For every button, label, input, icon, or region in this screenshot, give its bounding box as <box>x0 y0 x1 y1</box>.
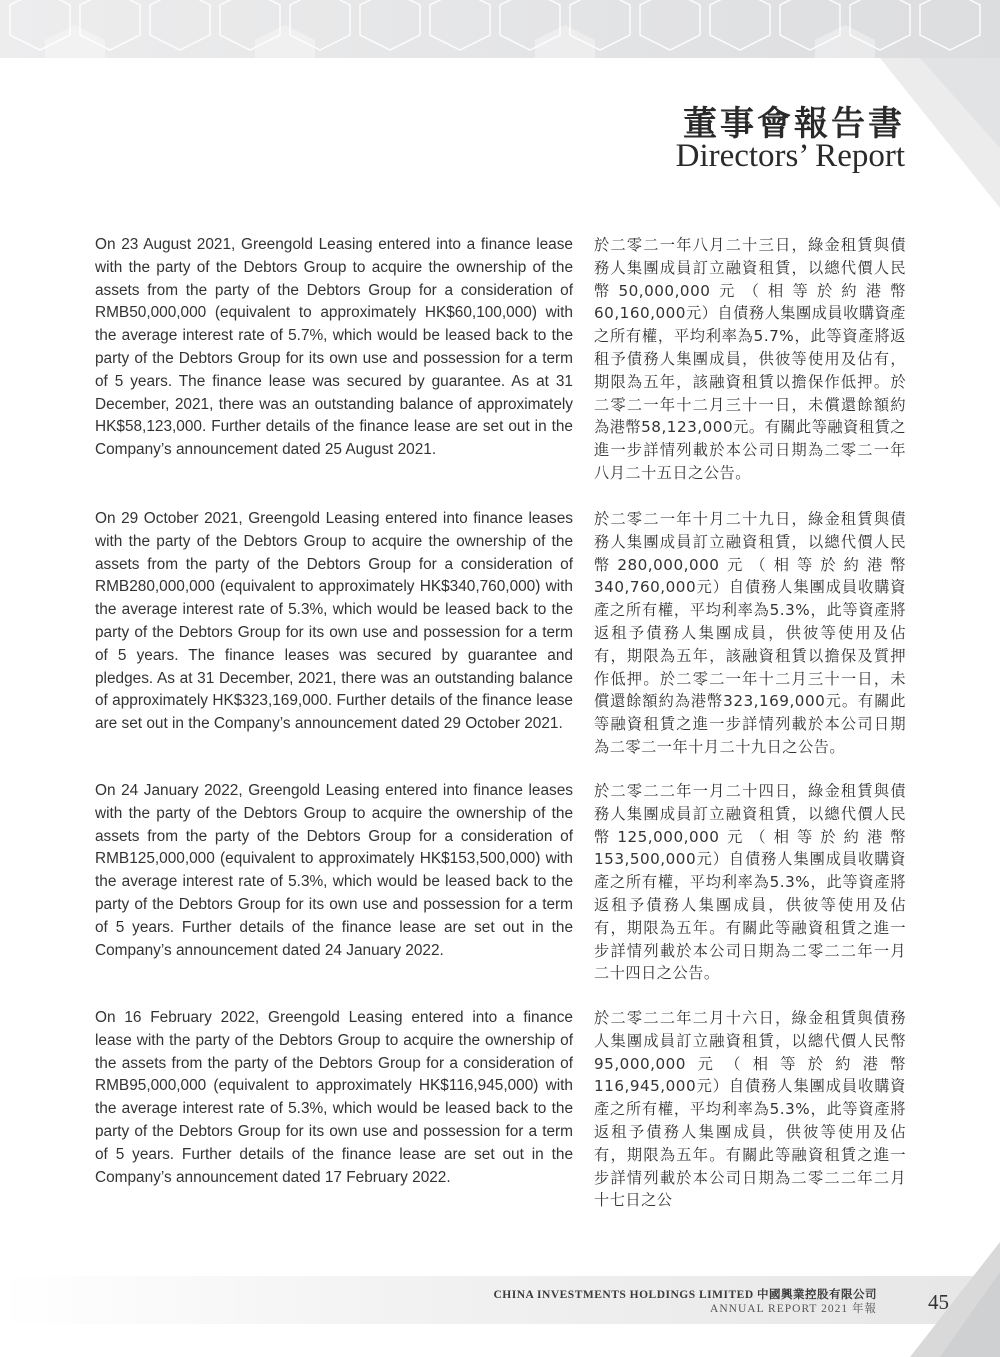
page-number: 45 <box>928 1290 949 1314</box>
paragraph-en-2: On 29 October 2021, Greengold Leasing entered into finance leases with the party of the Debtors Group to acquire the ownership of the assets from the party of the Debtors Group for a consideration of RMB280,000,000 (equivalent to approximately HK$340,760,000) with the average interest rate of 5.3%, which would be leased back to the party of the Debtors Group for its own use and possession for a term of 5 years. The finance leases was secured by guarantee and pledges. As at 31 December, 2021, there was an outstanding balance of approximately HK$323,169,000. Further details of the finance lease are set out in the Company’s announcement dated 29 October 2021. <box>95 510 573 733</box>
hexagon-pattern-graphic <box>0 0 1000 60</box>
paragraph-en-3: On 24 January 2022, Greengold Leasing entered into finance leases with the party of the Debtors Group to acquire the ownership of the assets from the party of the Debtors Group for a consideration of RMB125,000,000 (equivalent to approximately HK$153,500,000) with the average interest rate of 5.3%, which would be leased back to the party of the Debtors Group for its own use and possession for a term of 5 years. Further details of the finance lease are set out in the Company’s announcement dated 24 January 2022. <box>95 782 573 959</box>
corner-decoration-bottom <box>910 1242 1000 1357</box>
top-decorative-banner <box>0 0 1000 60</box>
page-title-chinese: 董事會報告書 <box>683 104 905 144</box>
footer-company-name: CHINA INVESTMENTS HOLDINGS LIMITED 中國興業控股有限公司 <box>493 1289 877 1301</box>
page-title-english: Directors’ Report <box>675 138 905 174</box>
paragraph-zh-3: 於二零二二年一月二十四日，綠金租賃與債務人集團成員訂立融資租賃，以總代價人民幣125,000,000元（相等於約港幣153,500,000元）自債務人集團成員收購資產之所有權，平均利率為5.3%，此等資產將返租予債務人集團成員，供彼等使用及佔有，期限為五年。有關此等融資租賃之進一步詳情列載於本公司日期為二零二二年一月二十四日之公告。 <box>594 782 906 983</box>
paragraph-en-1: On 23 August 2021, Greengold Leasing entered into a finance lease with the party of the Debtors Group to acquire the ownership of the assets from the party of the Debtors Group for a consideration of RMB50,000,000 (equivalent to approximately HK$60,100,000) with the average interest rate of 5.7%, which would be leased back to the party of the Debtors Group for its own use and possession for a term of 5 years. The finance lease was secured by guarantee. As at 31 December, 2021, there was an outstanding balance of approximately HK$58,123,000. Further details of the finance lease are set out in the Company’s announcement dated 25 August 2021. <box>95 236 573 459</box>
paragraph-zh-2: 於二零二一年十月二十九日，綠金租賃與債務人集團成員訂立融資租賃，以總代價人民幣280,000,000元（相等於約港幣340,760,000元）自債務人集團成員收購資產之所有權，平均利率為5.3%，此等資產將返租予債務人集團成員，供彼等使用及佔有，期限為五年，該融資租賃以擔保及質押作低押。於二零二一年十二月三十一日，未償還餘額約為港幣323,169,000元。有關此等融資租賃之進一步詳情列載於本公司日期為二零二一年十月二十九日之公告。 <box>594 510 906 756</box>
footer-report-title: ANNUAL REPORT 2021 年報 <box>710 1303 877 1315</box>
paragraph-zh-1: 於二零二一年八月二十三日，綠金租賃與債務人集團成員訂立融資租賃，以總代價人民幣50,000,000元（相等於約港幣60,160,000元）自債務人集團成員收購資產之所有權，平均利率為5.7%，此等資產將返租予債務人集團成員，供彼等使用及佔有，期限為五年，該融資租賃以擔保作低押。於二零二一年十二月三十一日，未償還餘額約為港幣58,123,000元。有關此等融資租賃之進一步詳情列載於本公司日期為二零二一年八月二十五日之公告。 <box>594 236 906 482</box>
paragraph-zh-4: 於二零二二年二月十六日，綠金租賃與債務人集團成員訂立融資租賃，以總代價人民幣95,000,000元（相等於約港幣116,945,000元）自債務人集團成員收購資產之所有權，平均利率為5.3%，此等資產將返租予債務人集團成員，供彼等使用及佔有，期限為五年。有關此等融資租賃之進一步詳情列載於本公司日期為二零二二年二月十七日之公 <box>594 1009 906 1210</box>
paragraph-en-4: On 16 February 2022, Greengold Leasing entered into a finance lease with the party of the Debtors Group to acquire the ownership of the assets from the party of the Debtors Group for a consideration of RMB95,000,000 (equivalent to approximately HK$116,945,000) with the average interest rate of 5.3%, which would be leased back to the party of the Debtors Group for its own use and possession for a term of 5 years. Further details of the finance lease are set out in the Company’s announcement dated 17 February 2022. <box>95 1009 573 1186</box>
